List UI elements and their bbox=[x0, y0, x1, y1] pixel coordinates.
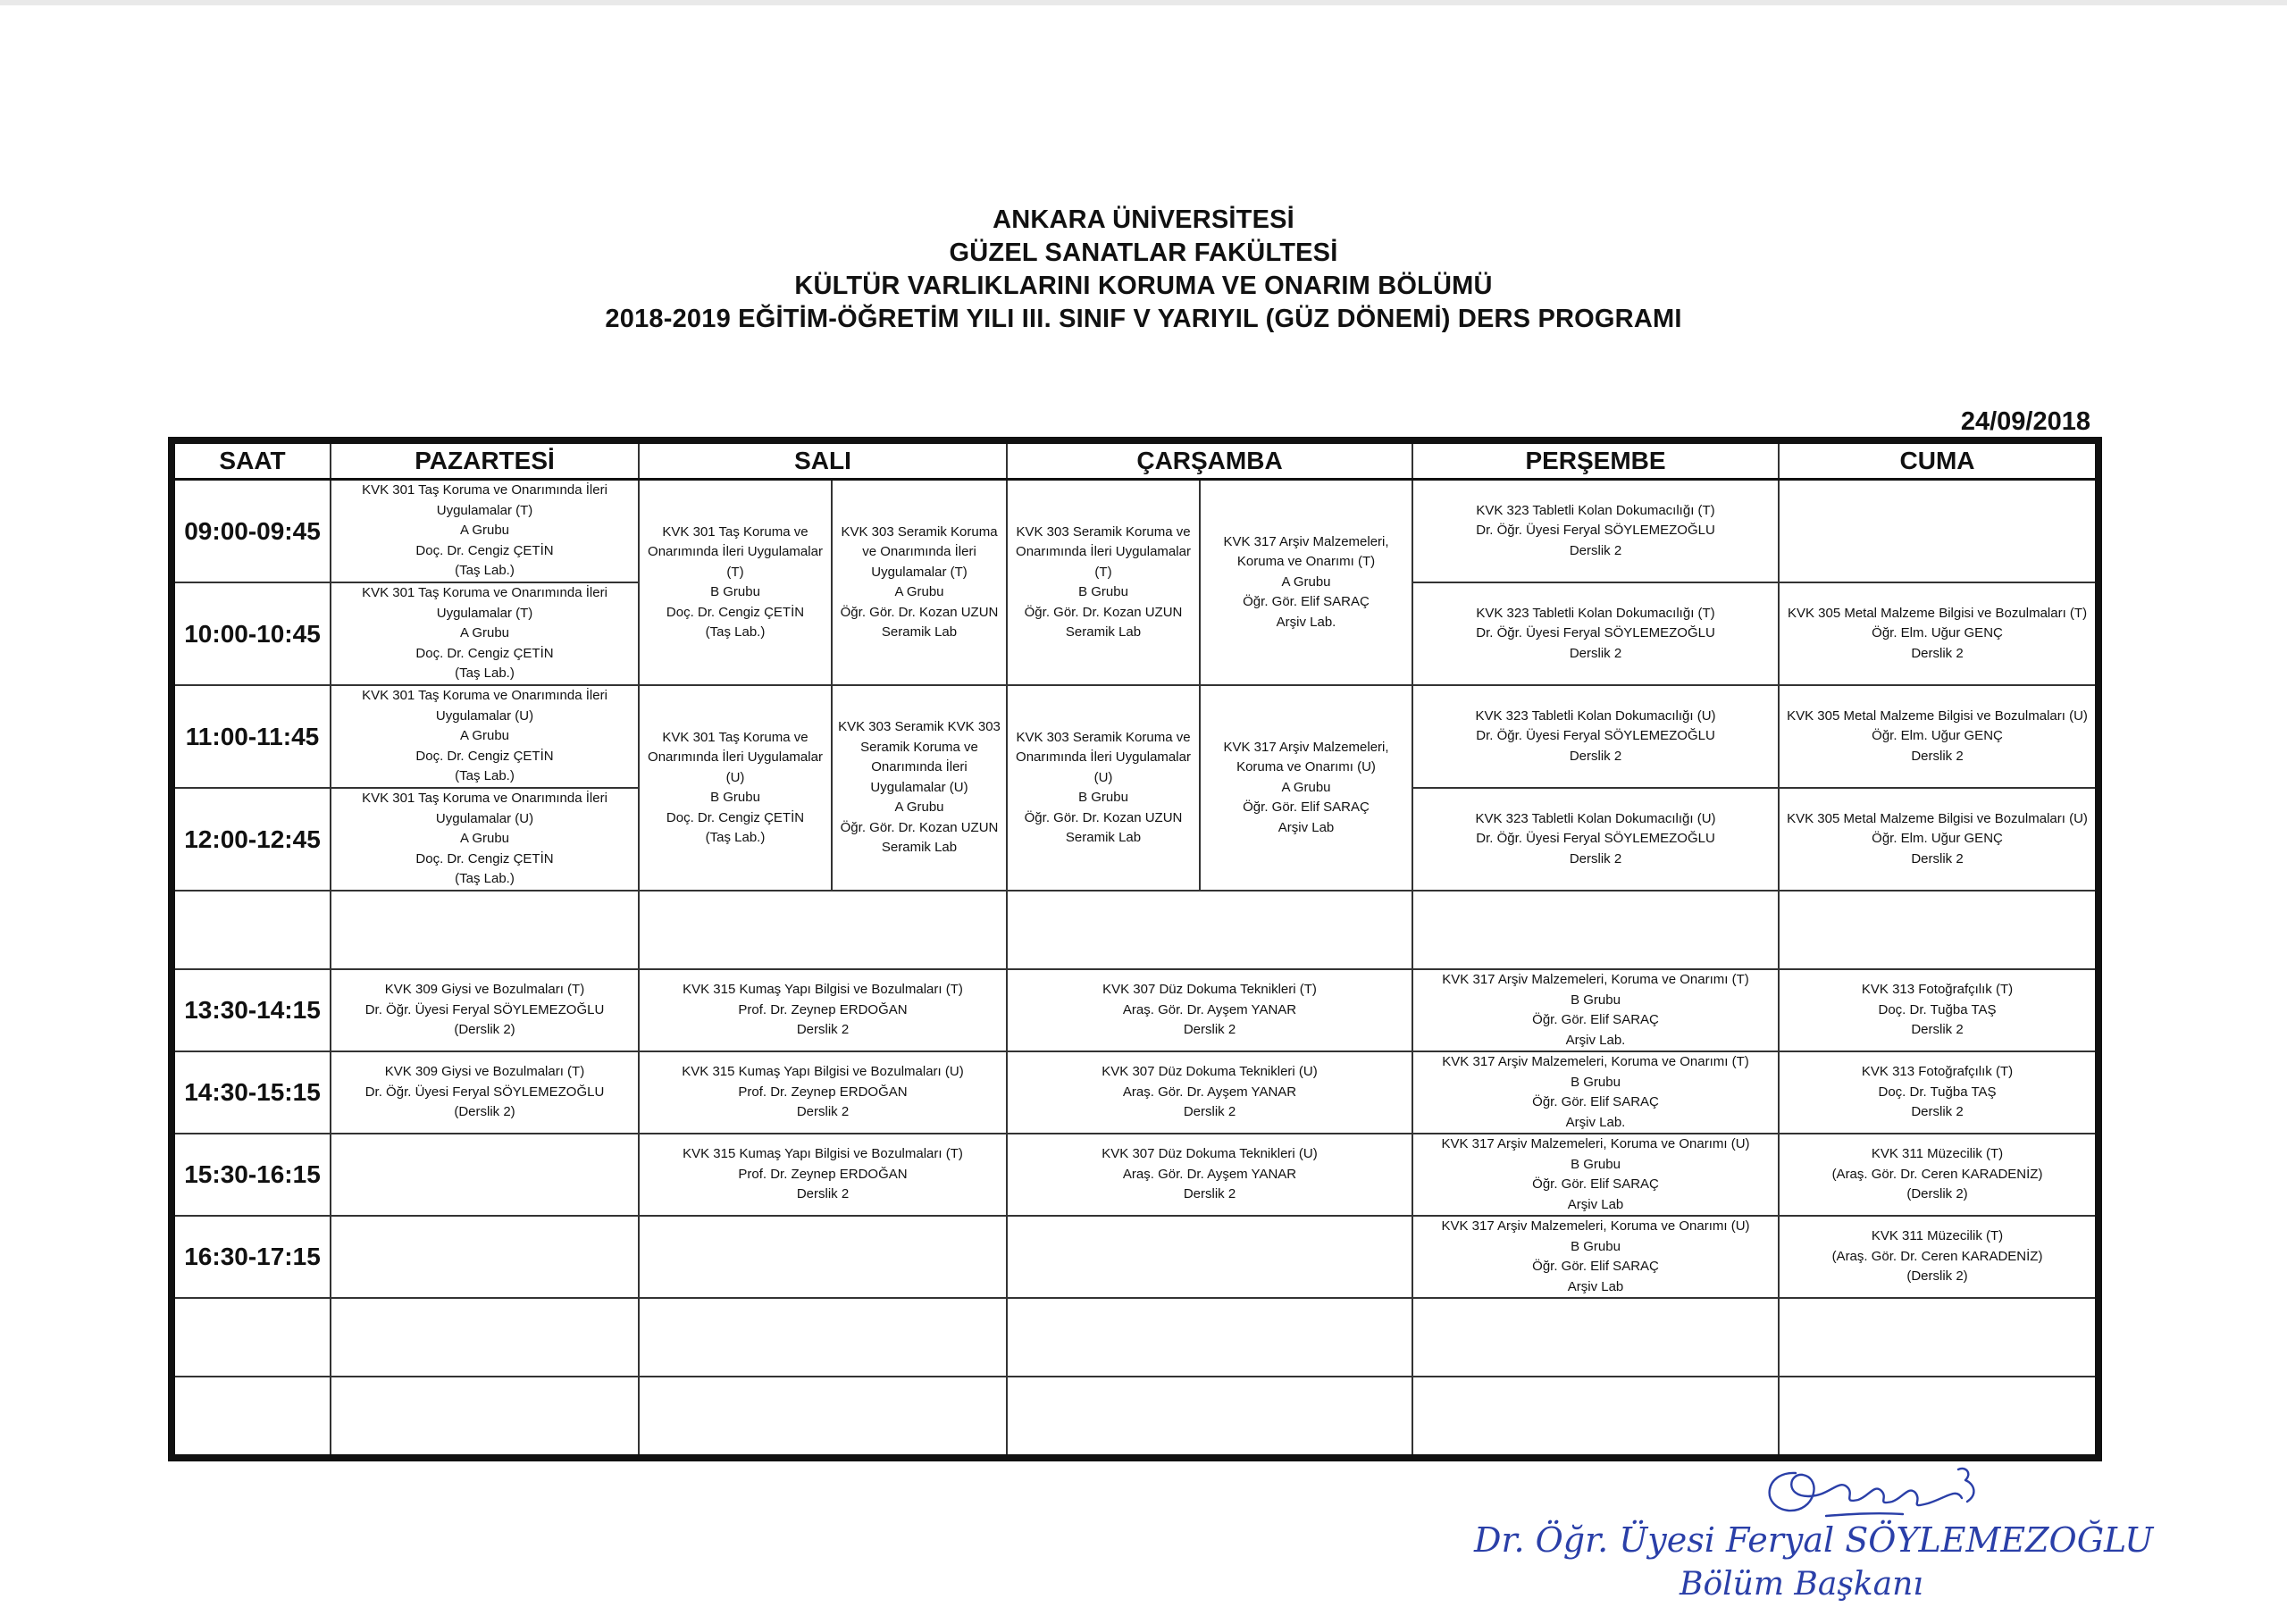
course-line: A Grubu bbox=[1281, 573, 1331, 590]
course-line: Öğr. Gör. Dr. Kozan UZUN bbox=[1024, 604, 1183, 620]
course-cell bbox=[1412, 1134, 1779, 1216]
course-cell bbox=[331, 969, 639, 1051]
course-line: KVK 305 Metal Malzeme Bilgisi ve Bozulmaları (T) bbox=[1787, 605, 2088, 621]
course-line: KVK 311 Müzecilik (T) bbox=[1871, 1228, 2004, 1244]
faculty-name: GÜZEL SANATLAR FAKÜLTESİ bbox=[949, 239, 1338, 267]
course-line: KVK 305 Metal Malzeme Bilgisi ve Bozulmaları (U) bbox=[1787, 707, 2088, 724]
course-line: KVK 301 Taş Koruma ve Onarımında İleri Uygulamalar (U) bbox=[648, 729, 823, 785]
course-line: Doç. Dr. Cengiz ÇETİN bbox=[415, 748, 554, 764]
course-cell bbox=[331, 480, 639, 583]
course-line: A Grubu bbox=[459, 625, 510, 641]
scan-top-edge bbox=[0, 0, 2287, 5]
course-line: KVK 313 Fotoğrafçılık (T) bbox=[1861, 1064, 2014, 1080]
signature-title: Bölüm Başkanı bbox=[1680, 1566, 1923, 1603]
lunch-break-row bbox=[172, 891, 2099, 969]
course-line: Öğr. Gör. Dr. Kozan UZUN bbox=[840, 819, 999, 835]
course-cell bbox=[1200, 480, 1412, 686]
course-line: Öğr. Elm. Uğur GENÇ bbox=[1872, 831, 2003, 847]
col-header-saat: SAAT bbox=[172, 440, 331, 480]
course-line: KVK 317 Arşiv Malzemeleri, Koruma ve Onarımı (U) bbox=[1441, 1136, 1750, 1151]
course-line: A Grubu bbox=[459, 523, 510, 539]
course-line: Dr. Öğr. Üyesi Feryal SÖYLEMEZOĞLU bbox=[364, 1084, 605, 1100]
course-cell bbox=[639, 1134, 1007, 1216]
course-cell bbox=[1412, 480, 1779, 583]
course-cell bbox=[832, 480, 1007, 686]
course-line: KVK 323 Tabletli Kolan Dokumacılığı (T) bbox=[1476, 605, 1715, 621]
course-line: KVK 307 Düz Dokuma Teknikleri (T) bbox=[1102, 982, 1317, 998]
course-line: Derslik 2 bbox=[796, 1104, 850, 1120]
course-line: Doç. Dr. Cengiz ÇETİN bbox=[415, 850, 554, 866]
course-line: KVK 315 Kumaş Yapı Bilgisi ve Bozulmaları (T) bbox=[683, 1146, 963, 1162]
department-name: KÜLTÜR VARLIKLARINI KORUMA VE ONARIM BÖLÜMÜ bbox=[794, 272, 1493, 300]
course-line: Öğr. Gör. Elif SARAÇ bbox=[1532, 1259, 1659, 1274]
time-slot: 16:30-17:15 bbox=[172, 1216, 331, 1298]
empty-cell bbox=[172, 1377, 331, 1458]
course-line: Dr. Öğr. Üyesi Feryal SÖYLEMEZOĞLU bbox=[1476, 625, 1715, 641]
course-line: (Araş. Gör. Dr. Ceren KARADENİZ) bbox=[1831, 1166, 2043, 1182]
course-line: Dr. Öğr. Üyesi Feryal SÖYLEMEZOĞLU bbox=[364, 1001, 605, 1017]
course-line: Derslik 2 bbox=[1911, 1104, 1964, 1120]
course-cell bbox=[1412, 969, 1779, 1051]
course-line: Seramik Lab bbox=[881, 840, 958, 856]
course-line: B Grubu bbox=[1078, 790, 1128, 805]
course-line: (Derslik 2) bbox=[1906, 1268, 1968, 1285]
time-slot: 10:00-10:45 bbox=[172, 582, 331, 685]
time-slot: 13:30-14:15 bbox=[172, 969, 331, 1051]
course-cell bbox=[331, 788, 639, 891]
time-slot: 09:00-09:45 bbox=[172, 480, 331, 583]
course-line: B Grubu bbox=[1571, 1238, 1621, 1254]
course-cell bbox=[1779, 1216, 2099, 1298]
course-line: A Grubu bbox=[459, 831, 510, 847]
col-header-cuma: CUMA bbox=[1779, 440, 2099, 480]
empty-cell bbox=[331, 1298, 639, 1377]
course-line: Derslik 2 bbox=[1911, 1022, 1964, 1038]
course-line: (Taş Lab.) bbox=[705, 830, 766, 845]
col-header-pazartesi: PAZARTESİ bbox=[331, 440, 639, 480]
course-cell bbox=[639, 1051, 1007, 1134]
schedule-table bbox=[168, 437, 2102, 1461]
course-line: (Derslik 2) bbox=[454, 1022, 515, 1038]
course-line: Derslik 2 bbox=[1569, 645, 1622, 661]
empty-cell bbox=[1779, 1377, 2099, 1458]
course-line: Doç. Dr. Cengiz ÇETİN bbox=[415, 542, 554, 558]
course-line: Prof. Dr. Zeynep ERDOĞAN bbox=[738, 1084, 908, 1100]
time-slot: 12:00-12:45 bbox=[172, 788, 331, 891]
course-line: Öğr. Gör. Elif SARAÇ bbox=[1532, 1012, 1659, 1027]
table-row bbox=[172, 685, 2099, 788]
course-line: Arşiv Lab. bbox=[1565, 1114, 1626, 1130]
course-line: Seramik Lab bbox=[1065, 830, 1142, 845]
course-cell bbox=[1412, 582, 1779, 685]
course-line: (Derslik 2) bbox=[454, 1104, 515, 1120]
course-line: Prof. Dr. Zeynep ERDOĞAN bbox=[738, 1166, 908, 1182]
course-line: KVK 307 Düz Dokuma Teknikleri (U) bbox=[1102, 1146, 1318, 1162]
course-cell bbox=[1412, 1051, 1779, 1134]
course-cell bbox=[1779, 969, 2099, 1051]
course-line: KVK 313 Fotoğrafçılık (T) bbox=[1861, 982, 2014, 998]
course-cell bbox=[1007, 480, 1200, 686]
table-row bbox=[172, 1051, 2099, 1134]
course-line: Dr. Öğr. Üyesi Feryal SÖYLEMEZOĞLU bbox=[1476, 728, 1715, 744]
course-line: Araş. Gör. Dr. Ayşem YANAR bbox=[1122, 1084, 1297, 1100]
empty-row bbox=[172, 1377, 2099, 1458]
course-line: (Taş Lab.) bbox=[455, 768, 515, 784]
course-line: KVK 317 Arşiv Malzemeleri, Koruma ve Onarımı (T) bbox=[1223, 533, 1389, 570]
course-line: A Grubu bbox=[894, 584, 944, 599]
course-line: KVK 301 Taş Koruma ve Onarımında İleri Uygulamalar (T) bbox=[362, 585, 607, 621]
course-line: KVK 315 Kumaş Yapı Bilgisi ve Bozulmaları (U) bbox=[682, 1064, 964, 1080]
course-cell bbox=[1007, 685, 1200, 891]
empty-cell bbox=[639, 1377, 1007, 1458]
course-line: KVK 317 Arşiv Malzemeleri, Koruma ve Onarımı (T) bbox=[1442, 1054, 1749, 1069]
course-line: Araş. Gör. Dr. Ayşem YANAR bbox=[1122, 1166, 1297, 1182]
signature-scribble bbox=[1770, 1469, 1974, 1516]
course-cell bbox=[1779, 685, 2099, 788]
course-line: KVK 305 Metal Malzeme Bilgisi ve Bozulmaları (U) bbox=[1787, 810, 2088, 826]
course-line: KVK 303 Seramik Koruma ve Onarımında İleri Uygulamalar (T) bbox=[1016, 523, 1191, 580]
course-line: KVK 315 Kumaş Yapı Bilgisi ve Bozulmaları (T) bbox=[683, 982, 963, 998]
course-cell bbox=[1412, 1216, 1779, 1298]
course-line: KVK 303 Seramik Koruma ve Onarımında İleri Uygulamalar (U) bbox=[1016, 729, 1191, 785]
time-slot: 15:30-16:15 bbox=[172, 1134, 331, 1216]
course-line: Öğr. Gör. Elif SARAÇ bbox=[1532, 1094, 1659, 1109]
course-line: Derslik 2 bbox=[796, 1022, 850, 1038]
course-cell bbox=[331, 1051, 639, 1134]
document-date: 24/09/2018 bbox=[1960, 407, 2090, 436]
time-slot: 14:30-15:15 bbox=[172, 1051, 331, 1134]
course-cell bbox=[1007, 1134, 1412, 1216]
course-cell bbox=[1200, 685, 1412, 891]
course-line: Öğr. Gör. Elif SARAÇ bbox=[1532, 1176, 1659, 1192]
empty-cell bbox=[1412, 1377, 1779, 1458]
course-line: KVK 323 Tabletli Kolan Dokumacılığı (U) bbox=[1475, 707, 1716, 724]
course-line: (Taş Lab.) bbox=[455, 871, 515, 887]
course-line: Derslik 2 bbox=[1183, 1104, 1236, 1120]
course-line: KVK 301 Taş Koruma ve Onarımında İleri Uygulamalar (U) bbox=[362, 791, 607, 826]
empty-cell bbox=[1007, 891, 1412, 969]
empty-cell bbox=[1007, 1216, 1412, 1298]
course-line: Öğr. Elm. Uğur GENÇ bbox=[1872, 625, 2003, 641]
empty-cell bbox=[639, 1216, 1007, 1298]
course-line: Derslik 2 bbox=[1569, 748, 1622, 764]
empty-cell bbox=[1007, 1377, 1412, 1458]
course-line: Seramik Lab bbox=[1065, 624, 1142, 640]
course-line: Derslik 2 bbox=[1183, 1186, 1236, 1202]
course-line: KVK 303 Seramik Koruma ve Onarımında İleri Uygulamalar (T) bbox=[841, 523, 998, 580]
course-line: B Grubu bbox=[710, 790, 760, 805]
course-line: Araş. Gör. Dr. Ayşem YANAR bbox=[1122, 1001, 1297, 1017]
course-line: KVK 311 Müzecilik (T) bbox=[1871, 1146, 2004, 1162]
course-line: Prof. Dr. Zeynep ERDOĞAN bbox=[738, 1001, 908, 1017]
course-line: KVK 317 Arşiv Malzemeleri, Koruma ve Onarımı (U) bbox=[1223, 739, 1389, 775]
empty-cell bbox=[1412, 891, 1779, 969]
course-line: Arşiv Lab. bbox=[1565, 1032, 1626, 1048]
course-line: KVK 309 Giysi ve Bozulmaları (T) bbox=[384, 982, 585, 998]
empty-cell bbox=[1007, 1298, 1412, 1377]
course-line: (Taş Lab.) bbox=[455, 666, 515, 682]
header-row bbox=[172, 440, 2099, 480]
course-line: Doç. Dr. Cengiz ÇETİN bbox=[666, 604, 805, 620]
course-line: KVK 323 Tabletli Kolan Dokumacılığı (T) bbox=[1476, 502, 1715, 518]
empty-cell bbox=[331, 891, 639, 969]
course-line: KVK 309 Giysi ve Bozulmaları (T) bbox=[384, 1064, 585, 1080]
course-line: (Taş Lab.) bbox=[705, 624, 766, 640]
table-row bbox=[172, 1134, 2099, 1216]
course-line: Derslik 2 bbox=[1183, 1022, 1236, 1038]
course-line: (Araş. Gör. Dr. Ceren KARADENİZ) bbox=[1831, 1248, 2043, 1264]
empty-cell bbox=[172, 891, 331, 969]
col-header-carsamba: ÇARŞAMBA bbox=[1007, 440, 1412, 480]
empty-cell bbox=[639, 1298, 1007, 1377]
course-line: A Grubu bbox=[459, 728, 510, 744]
signature-name: Dr. Öğr. Üyesi Feryal SÖYLEMEZOĞLU bbox=[1474, 1520, 2154, 1560]
course-cell bbox=[331, 685, 639, 788]
course-cell bbox=[639, 480, 832, 686]
course-line: Derslik 2 bbox=[1911, 645, 1964, 661]
course-line: Seramik Lab bbox=[881, 624, 958, 640]
course-line: A Grubu bbox=[894, 799, 944, 816]
course-line: Arşiv Lab bbox=[1567, 1196, 1624, 1212]
course-line: Öğr. Elm. Uğur GENÇ bbox=[1872, 728, 2003, 744]
col-header-sali: SALI bbox=[639, 440, 1007, 480]
course-line: KVK 317 Arşiv Malzemeleri, Koruma ve Onarımı (U) bbox=[1441, 1218, 1750, 1234]
course-line: Öğr. Gör. Elif SARAÇ bbox=[1243, 799, 1370, 816]
course-line: Derslik 2 bbox=[1911, 850, 1964, 866]
course-cell bbox=[331, 582, 639, 685]
course-cell bbox=[1779, 1134, 2099, 1216]
course-line: Öğr. Gör. Dr. Kozan UZUN bbox=[840, 604, 999, 620]
empty-cell bbox=[331, 1216, 639, 1298]
empty-cell bbox=[1779, 891, 2099, 969]
course-line: KVK 307 Düz Dokuma Teknikleri (U) bbox=[1102, 1064, 1318, 1080]
course-line: Derslik 2 bbox=[1911, 748, 1964, 764]
table-row bbox=[172, 1216, 2099, 1298]
course-line: Öğr. Gör. Dr. Kozan UZUN bbox=[1024, 809, 1183, 825]
course-cell bbox=[1779, 582, 2099, 685]
course-line: B Grubu bbox=[1078, 584, 1128, 599]
course-line: Dr. Öğr. Üyesi Feryal SÖYLEMEZOĞLU bbox=[1476, 523, 1715, 539]
course-line: KVK 317 Arşiv Malzemeleri, Koruma ve Onarımı (T) bbox=[1442, 972, 1749, 987]
course-cell bbox=[1007, 969, 1412, 1051]
course-line: B Grubu bbox=[1571, 1156, 1621, 1172]
empty-cell bbox=[331, 1134, 639, 1216]
course-line: Öğr. Gör. Elif SARAÇ bbox=[1243, 594, 1370, 610]
course-line: KVK 301 Taş Koruma ve Onarımında İleri Uygulamalar (T) bbox=[648, 523, 823, 580]
time-slot: 11:00-11:45 bbox=[172, 685, 331, 788]
empty-cell bbox=[639, 891, 1007, 969]
program-title: 2018-2019 EĞİTİM-ÖĞRETİM YILI III. SINIF V YARIYIL (GÜZ DÖNEMİ) DERS PROGRAMI bbox=[605, 305, 1682, 333]
empty-cell bbox=[1412, 1298, 1779, 1377]
course-cell bbox=[1412, 685, 1779, 788]
course-line: B Grubu bbox=[1571, 992, 1621, 1008]
course-line: Doç. Dr. Tuğba TAŞ bbox=[1878, 1001, 1997, 1017]
course-cell bbox=[639, 685, 832, 891]
course-line: B Grubu bbox=[1571, 1074, 1621, 1090]
course-cell bbox=[639, 969, 1007, 1051]
course-cell bbox=[1412, 788, 1779, 891]
course-line: Derslik 2 bbox=[1569, 850, 1622, 866]
course-line: KVK 301 Taş Koruma ve Onarımında İleri Uygulamalar (U) bbox=[362, 688, 607, 724]
course-line: Arşiv Lab bbox=[1278, 819, 1335, 835]
course-line: Arşiv Lab. bbox=[1276, 614, 1336, 630]
course-line: KVK 301 Taş Koruma ve Onarımında İleri Uygulamalar (T) bbox=[362, 482, 607, 518]
course-cell bbox=[1779, 1051, 2099, 1134]
course-line: Arşiv Lab bbox=[1567, 1278, 1624, 1294]
table-row bbox=[172, 969, 2099, 1051]
course-line: Derslik 2 bbox=[1569, 542, 1622, 558]
document-header bbox=[0, 204, 2287, 336]
course-line: (Taş Lab.) bbox=[455, 563, 515, 579]
course-line: B Grubu bbox=[710, 584, 760, 599]
course-line: KVK 303 Seramik KVK 303 Seramik Koruma ve Onarımında İleri Uygulamalar (U) bbox=[838, 719, 1001, 795]
course-line: Dr. Öğr. Üyesi Feryal SÖYLEMEZOĞLU bbox=[1476, 831, 1715, 847]
empty-cell bbox=[1779, 1298, 2099, 1377]
course-line: Doç. Dr. Tuğba TAŞ bbox=[1878, 1084, 1997, 1100]
course-line: KVK 323 Tabletli Kolan Dokumacılığı (U) bbox=[1475, 810, 1716, 826]
signature bbox=[1456, 1452, 2189, 1603]
course-cell bbox=[832, 685, 1007, 891]
empty-row bbox=[172, 1298, 2099, 1377]
course-cell bbox=[1779, 788, 2099, 891]
empty-cell bbox=[331, 1377, 639, 1458]
table-row bbox=[172, 480, 2099, 583]
course-cell bbox=[1007, 1051, 1412, 1134]
course-line: Doç. Dr. Cengiz ÇETİN bbox=[666, 809, 805, 825]
empty-cell bbox=[172, 1298, 331, 1377]
empty-cell bbox=[1779, 480, 2099, 583]
col-header-persembe: PERŞEMBE bbox=[1412, 440, 1779, 480]
course-line: (Derslik 2) bbox=[1906, 1186, 1968, 1202]
university-name: ANKARA ÜNİVERSİTESİ bbox=[993, 205, 1294, 234]
course-line: Doç. Dr. Cengiz ÇETİN bbox=[415, 645, 554, 661]
course-line: Derslik 2 bbox=[796, 1186, 850, 1202]
course-line: A Grubu bbox=[1281, 779, 1331, 795]
